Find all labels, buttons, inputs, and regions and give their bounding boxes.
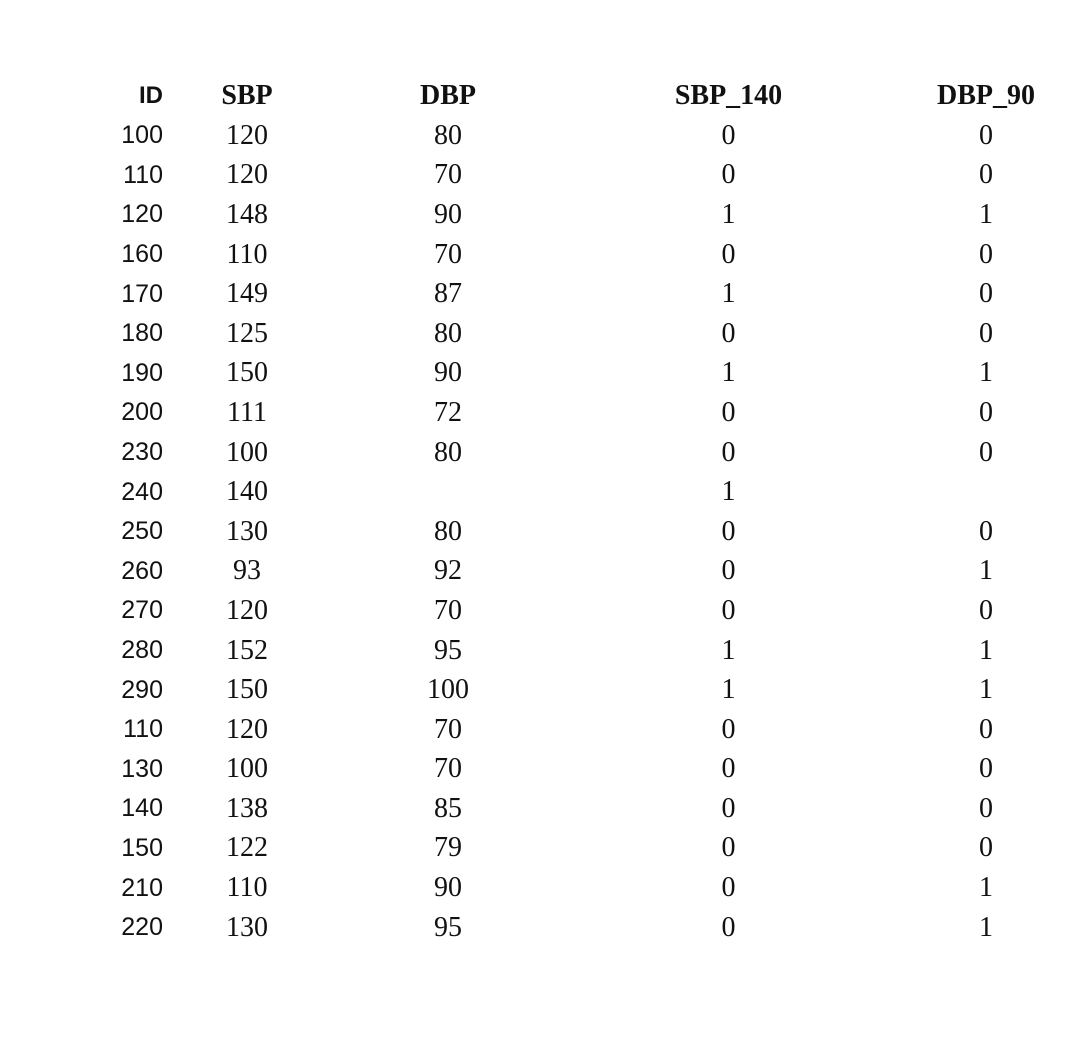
cell-sbp-140: 0 [721,713,736,745]
cell-dbp: 70 [434,594,462,626]
cell-dbp: 95 [434,911,462,943]
cell-dbp-90: 0 [979,238,994,270]
table-row [0,314,1080,354]
cell-sbp-140: 0 [721,119,736,151]
cell-sbp: 100 [226,753,268,785]
cell-dbp-90: 1 [979,634,994,666]
cell-dbp: 72 [434,396,462,428]
cell-id: 160 [121,240,163,269]
cell-sbp-140: 0 [721,753,736,785]
cell-id: 290 [121,675,163,704]
cell-dbp-90: 1 [979,555,994,587]
cell-sbp: 120 [226,159,268,191]
cell-id: 270 [121,596,163,625]
table-row [0,552,1080,592]
header-cell-id: ID [139,82,163,109]
cell-id: 140 [121,794,163,823]
cell-sbp-140: 1 [721,357,736,389]
cell-dbp: 70 [434,753,462,785]
cell-sbp: 140 [226,476,268,508]
table-row [0,274,1080,314]
header-cell-dbp-90: DBP_90 [937,80,1036,111]
cell-sbp: 122 [226,832,268,864]
cell-sbp: 150 [226,674,268,706]
cell-dbp: 100 [427,674,469,706]
cell-sbp-140: 0 [721,911,736,943]
cell-id: 150 [121,833,163,862]
cell-dbp-90: 0 [979,832,994,864]
cell-dbp: 90 [434,872,462,904]
cell-dbp-90: 0 [979,515,994,547]
cell-sbp: 100 [226,436,268,468]
cell-dbp [331,472,565,512]
cell-id: 120 [121,200,163,229]
cell-sbp-140: 0 [721,792,736,824]
table-row [0,393,1080,433]
table-row [0,631,1080,671]
table-row [0,750,1080,790]
cell-dbp-90: 0 [979,119,994,151]
table-row [0,591,1080,631]
cell-sbp: 130 [226,911,268,943]
header-row [0,76,1080,116]
table-row [0,512,1080,552]
cell-dbp-90: 0 [979,278,994,310]
cell-dbp-90: 1 [979,674,994,706]
cell-id: 250 [121,517,163,546]
cell-sbp-140: 1 [721,198,736,230]
cell-dbp-90: 0 [979,594,994,626]
table-row [0,710,1080,750]
table-row [0,868,1080,908]
cell-sbp: 111 [227,396,267,428]
cell-dbp-90: 0 [979,396,994,428]
cell-sbp-140: 0 [721,555,736,587]
cell-id: 190 [121,358,163,387]
cell-sbp: 138 [226,792,268,824]
cell-dbp-90: 1 [979,357,994,389]
cell-sbp: 148 [226,198,268,230]
cell-dbp-90: 1 [979,198,994,230]
cell-sbp-140: 0 [721,594,736,626]
cell-id: 110 [123,160,163,189]
cell-sbp-140: 0 [721,832,736,864]
table-row [0,670,1080,710]
cell-sbp-140: 1 [721,476,736,508]
header-cell-sbp: SBP [221,80,273,111]
cell-sbp: 152 [226,634,268,666]
cell-sbp: 120 [226,713,268,745]
table-row [0,789,1080,829]
cell-sbp: 110 [226,872,268,904]
cell-id: 260 [121,556,163,585]
cell-id: 240 [121,477,163,506]
table-body [0,116,1080,947]
cell-sbp: 93 [233,555,261,587]
cell-dbp: 80 [434,119,462,151]
cell-dbp: 87 [434,278,462,310]
cell-dbp-90: 0 [979,753,994,785]
cell-sbp-140: 0 [721,515,736,547]
cell-dbp-90: 0 [979,317,994,349]
cell-dbp-90: 0 [979,792,994,824]
cell-sbp-140: 0 [721,317,736,349]
table-row [0,235,1080,275]
header-cell-dbp: DBP [420,80,476,111]
cell-id: 130 [121,754,163,783]
cell-id: 110 [123,715,163,744]
cell-id: 170 [121,279,163,308]
cell-dbp: 95 [434,634,462,666]
cell-dbp-90: 1 [979,911,994,943]
cell-dbp: 85 [434,792,462,824]
cell-sbp: 110 [226,238,268,270]
cell-id: 280 [121,636,163,665]
cell-dbp: 80 [434,515,462,547]
table-row [0,116,1080,156]
cell-sbp-140: 0 [721,238,736,270]
cell-sbp: 120 [226,594,268,626]
cell-dbp-90: 0 [979,436,994,468]
cell-sbp-140: 0 [721,436,736,468]
cell-dbp-90: 0 [979,159,994,191]
table-row [0,829,1080,869]
cell-sbp: 120 [226,119,268,151]
cell-sbp-140: 0 [721,872,736,904]
cell-id: 210 [121,873,163,902]
cell-sbp: 125 [226,317,268,349]
cell-id: 100 [121,121,163,150]
cell-sbp: 130 [226,515,268,547]
cell-dbp: 90 [434,198,462,230]
cell-sbp: 149 [226,278,268,310]
header-cell-sbp-140: SBP_140 [674,80,783,111]
cell-id: 200 [121,398,163,427]
cell-dbp: 70 [434,159,462,191]
table-row [0,156,1080,196]
cell-dbp-90: 1 [979,872,994,904]
cell-sbp-140: 1 [721,278,736,310]
cell-sbp: 150 [226,357,268,389]
cell-dbp: 92 [434,555,462,587]
table-header [0,76,1080,116]
table-row [0,908,1080,948]
cell-sbp-140: 1 [721,674,736,706]
blood-pressure-table [0,76,1080,947]
cell-id: 180 [121,319,163,348]
cell-id: 230 [121,438,163,467]
table-row [0,433,1080,473]
table-row [0,472,1080,512]
cell-sbp-140: 0 [721,396,736,428]
cell-dbp: 70 [434,713,462,745]
cell-dbp: 79 [434,832,462,864]
cell-dbp: 70 [434,238,462,270]
cell-sbp-140: 0 [721,159,736,191]
cell-dbp-90 [892,472,1080,512]
cell-dbp: 80 [434,436,462,468]
cell-dbp: 90 [434,357,462,389]
cell-dbp-90: 0 [979,713,994,745]
cell-dbp: 80 [434,317,462,349]
table-row [0,354,1080,394]
cell-id: 220 [121,913,163,942]
table-row [0,195,1080,235]
cell-sbp-140: 1 [721,634,736,666]
